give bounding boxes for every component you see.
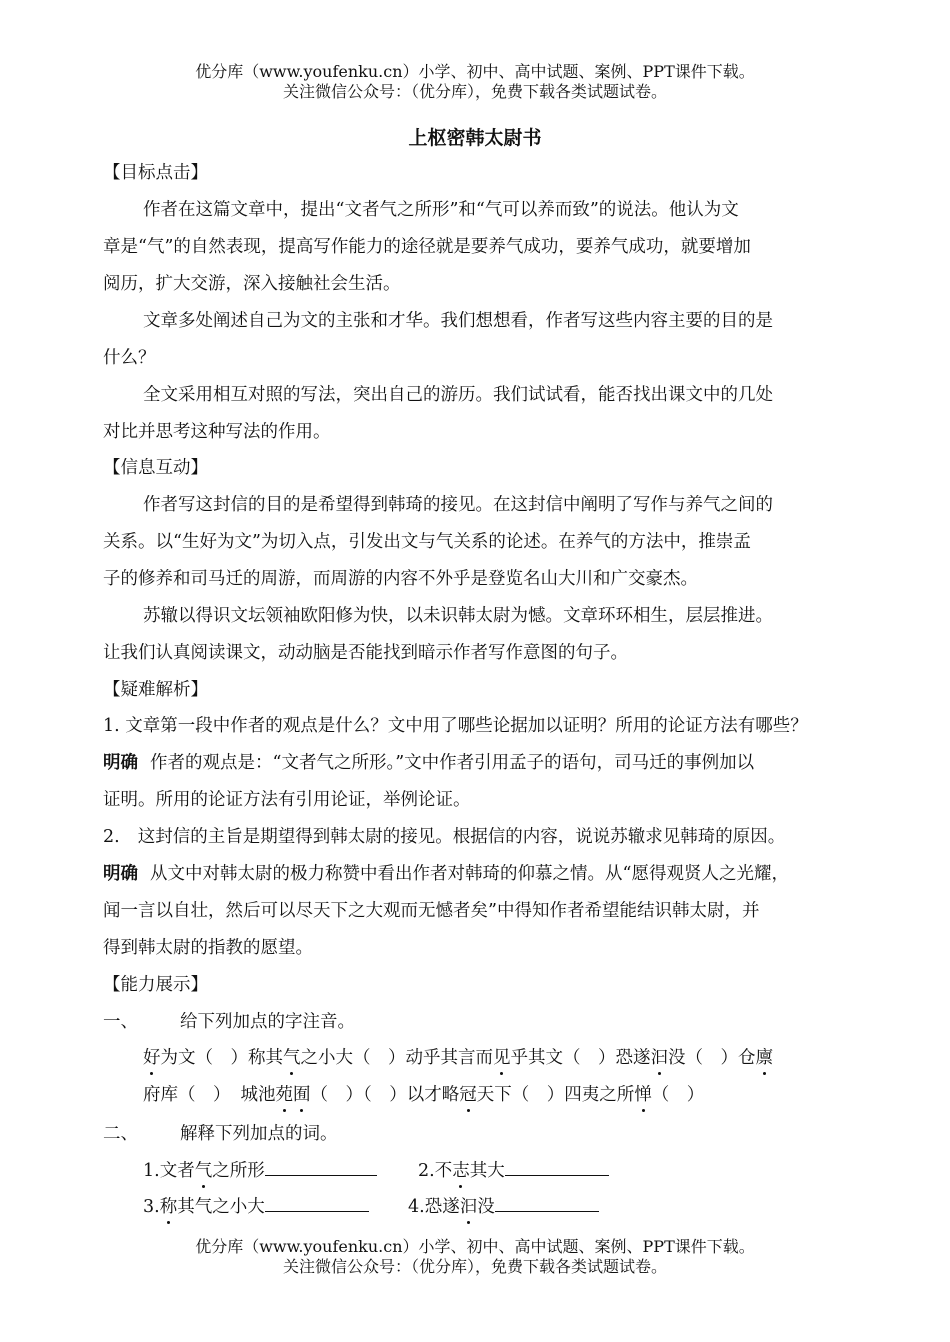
define-item-text: 4.恐遂 [408, 1197, 460, 1217]
define-item-1 [143, 1157, 377, 1182]
pinyin-item-text: 天下（ ） [476, 1085, 565, 1105]
define-item-text: 其大 [469, 1161, 505, 1181]
pinyin-line-2 [143, 1084, 704, 1106]
pinyin-item-text: 恐遂 [615, 1048, 651, 1068]
dotted-char: 汩 [459, 1197, 478, 1217]
dotted-char: 囿 [293, 1085, 311, 1105]
pinyin-item-text: 之小大（ ） [300, 1048, 406, 1068]
goal-paragraph-line: 作者在这篇文章中，提出“文者气之所形”和“气可以养而致”的说法。他认为文 [143, 200, 739, 220]
footer-line-1: 优分库（www.youfenku.cn）小学、初中、高中试题、案例、PPT课件下载。 [195, 1237, 755, 1256]
pinyin-item-text: 称其 [248, 1048, 283, 1068]
dotted-char: 苑 [275, 1085, 293, 1105]
answer-1-line [103, 752, 754, 774]
answer-2-text: 从文中对韩太尉的极力称赞中看出作者对韩琦的仰慕之情。从“愿得观贤人之光耀， [150, 864, 789, 884]
pinyin-line-1 [143, 1047, 773, 1069]
question-2-number: 2. [103, 827, 120, 847]
pinyin-item-text: （ ） [651, 1085, 705, 1105]
dotted-char: 惮 [634, 1085, 652, 1105]
define-item-3 [143, 1193, 369, 1218]
dotted-char: 称 [159, 1197, 178, 1217]
section-heading-info: 【信息互动】 [103, 458, 208, 478]
goal-paragraph-line: 文章多处阐述自己为文的主张和才华。我们想想看，作者写这些内容主要的目的是 [143, 311, 773, 331]
pinyin-item-text: 仓 [738, 1048, 756, 1068]
answer-blank[interactable] [505, 1157, 609, 1176]
pinyin-item-text: 动乎其言而 [405, 1048, 493, 1068]
info-paragraph-line: 让我们认真阅读课文，动动脑是否能找到暗示作者写作意图的句子。 [103, 643, 628, 663]
section-heading-goal: 【目标点击】 [103, 163, 208, 183]
answer-blank[interactable] [265, 1157, 377, 1176]
define-item-4 [408, 1193, 599, 1218]
question-1: 1. 文章第一段中作者的观点是什么？文中用了哪些论据加以证明？所用的论证方法有哪些？ [103, 716, 808, 736]
define-item-2 [418, 1157, 609, 1182]
document-title: 上枢密韩太尉书 [408, 127, 542, 149]
dotted-char: 气 [283, 1048, 301, 1068]
pinyin-item-text: 乎其文（ ） [510, 1048, 616, 1068]
define-item-text: 3. [143, 1197, 160, 1217]
pinyin-item-text: 为文（ ） [160, 1048, 248, 1068]
dotted-char: 汩 [650, 1048, 668, 1068]
pinyin-item-text: 没（ ） [668, 1048, 738, 1068]
pinyin-item-text: 以才略 [406, 1085, 460, 1105]
practice-2-number: 二、 [103, 1124, 138, 1144]
dotted-char: 廪 [755, 1048, 773, 1068]
question-2-text: 这封信的主旨是期望得到韩太尉的接见。根据信的内容，说说苏辙求见韩琦的原因。 [137, 827, 786, 847]
define-item-text: 1.文者 [143, 1161, 195, 1181]
dotted-char: 冠 [459, 1085, 477, 1105]
pinyin-item-text: 城池 [240, 1085, 276, 1105]
answer-1-text: 作者的观点是：“文者气之所形。”文中作者引用孟子的语句，司马迁的事例加以 [150, 753, 755, 773]
pinyin-item-text: 四夷之所 [564, 1085, 635, 1105]
pinyin-item-text: （ ）（ ） [310, 1085, 407, 1105]
define-item-text: 没 [477, 1197, 495, 1217]
header-line-1: 优分库（www.youfenku.cn）小学、初中、高中试题、案例、PPT课件下载。 [195, 62, 755, 81]
answer-blank[interactable] [265, 1193, 369, 1212]
practice-2-heading [103, 1123, 338, 1145]
answer-2-line: 得到韩太尉的指教的愿望。 [103, 938, 313, 958]
goal-paragraph-line: 全文采用相互对照的写法，突出自己的游历。我们试试看，能否找出课文中的几处 [143, 385, 773, 405]
answer-blank[interactable] [495, 1193, 599, 1212]
info-paragraph-line: 苏辙以得识文坛领袖欧阳修为快，以未识韩太尉为憾。文章环环相生，层层推进。 [143, 606, 773, 626]
define-item-text: 之所形 [212, 1161, 265, 1181]
pinyin-item-text: 府库（ ） [143, 1085, 231, 1105]
dotted-char: 见 [493, 1048, 511, 1068]
info-paragraph-line: 子的修养和司马迁的周游，而周游的内容不外乎是登览名山大川和广交豪杰。 [103, 569, 698, 589]
section-heading-practice: 【能力展示】 [103, 975, 208, 995]
define-item-text: 其气之小大 [177, 1197, 265, 1217]
answer-label: 明确 [103, 753, 138, 773]
answer-2-line: 闻一言以自壮，然后可以尽天下之大观而无憾者矣”中得知作者希望能结识韩太尉，并 [103, 901, 760, 921]
answer-2-line [103, 863, 789, 885]
practice-1-heading [103, 1011, 355, 1033]
goal-paragraph-line: 阅历，扩大交游，深入接触社会生活。 [103, 274, 401, 294]
goal-paragraph-line: 什么？ [103, 348, 156, 368]
define-item-text: 2.不 [418, 1161, 453, 1181]
practice-1-title: 给下列加点的字注音。 [180, 1012, 355, 1032]
practice-1-number: 一、 [103, 1012, 138, 1032]
info-paragraph-line: 作者写这封信的目的是希望得到韩琦的接见。在这封信中阐明了写作与养气之间的 [143, 495, 773, 515]
goal-paragraph-line: 章是“气”的自然表现，提高写作能力的途径就是要养气成功，要养气成功，就要增加 [103, 237, 751, 257]
info-paragraph-line: 关系。以“生好为文”为切入点，引发出文与气关系的论述。在养气的方法中，推崇孟 [103, 532, 751, 552]
answer-label: 明确 [103, 864, 138, 884]
footer-line-2: 关注微信公众号：（优分库），免费下载各类试题试卷。 [282, 1257, 667, 1276]
practice-2-title: 解释下列加点的词。 [180, 1124, 338, 1144]
dotted-char: 好 [143, 1048, 161, 1068]
header-line-2: 关注微信公众号：（优分库），免费下载各类试题试卷。 [282, 82, 667, 101]
dotted-char: 志 [452, 1161, 470, 1181]
question-2 [103, 826, 785, 848]
answer-1-line: 证明。所用的论证方法有引用论证，举例论证。 [103, 790, 471, 810]
dotted-char: 气 [194, 1161, 213, 1181]
section-heading-analysis: 【疑难解析】 [103, 680, 208, 700]
goal-paragraph-line: 对比并思考这种写法的作用。 [103, 422, 331, 442]
